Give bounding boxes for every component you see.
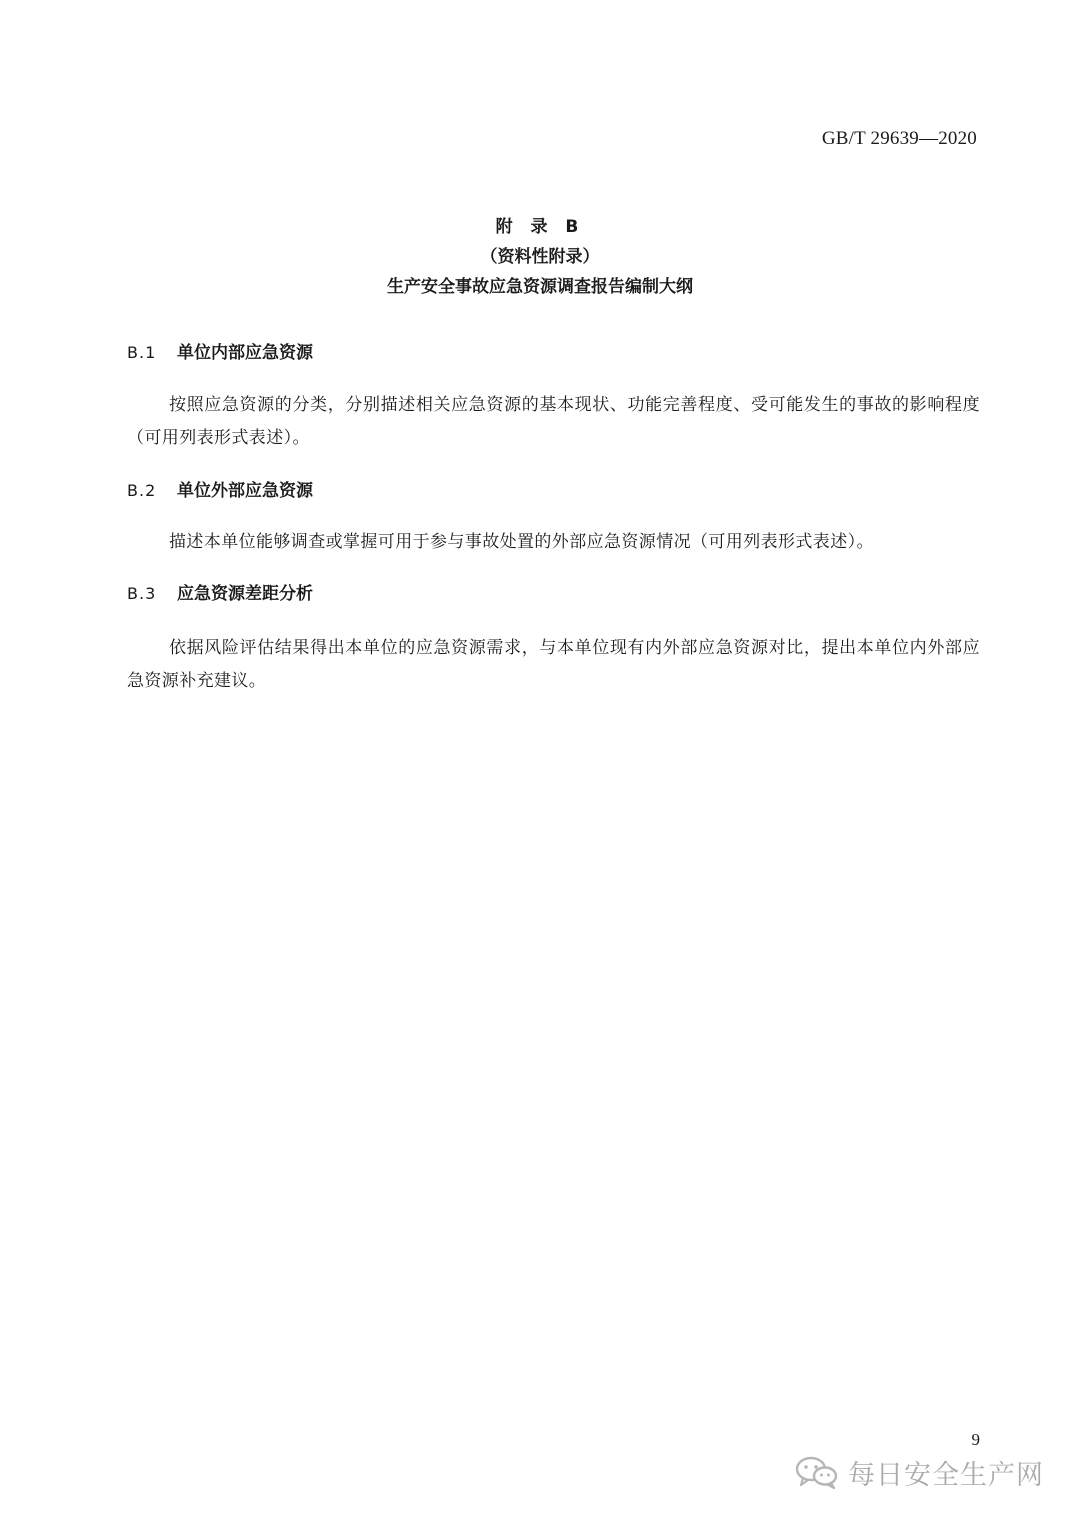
annex-heading: [0, 212, 1080, 302]
section-heading-b1: [127, 341, 313, 365]
watermark: [794, 1452, 1044, 1492]
section-title: 应急资源差距分析: [177, 584, 313, 604]
annex-title: 生产安全事故应急资源调查报告编制大纲: [387, 277, 693, 297]
section-number: B.3: [127, 584, 157, 603]
standard-number: GB/T 29639—2020: [821, 128, 977, 149]
page-number: 9: [971, 1430, 980, 1449]
section-body-b2: 描述本单位能够调查或掌握可用于参与事故处置的外部应急资源情况（可用列表形式表述）。: [169, 532, 874, 552]
section-body-b3: 依据风险评估结果得出本单位的应急资源需求，与本单位现有内外部应急资源对比，提出本单位内外部应急资源补充建议。: [127, 638, 980, 691]
annex-label: 附 录 B: [495, 217, 585, 237]
wechat-icon: [794, 1454, 840, 1490]
annex-type: （资料性附录）: [480, 247, 600, 267]
section-body-b1: 按照应急资源的分类，分别描述相关应急资源的基本现状、功能完善程度、受可能发生的事故的影响程度（可用列表形式表述）。: [127, 395, 980, 448]
section-heading-b3: [127, 582, 313, 606]
section-title: 单位内部应急资源: [177, 343, 313, 363]
section-heading-b2: [127, 479, 313, 503]
watermark-text: 每日安全生产网: [848, 1459, 1044, 1491]
section-title: 单位外部应急资源: [177, 481, 313, 501]
section-number: B.1: [127, 343, 157, 362]
section-number: B.2: [127, 481, 157, 500]
